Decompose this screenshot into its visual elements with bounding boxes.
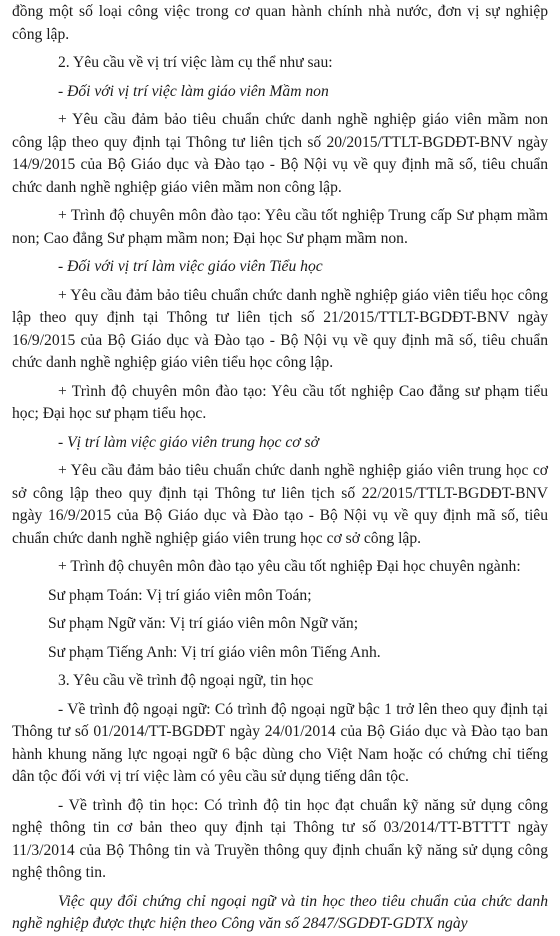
major-english: Sư phạm Tiếng Anh: Vị trí giáo viên môn Tiếng Anh. [48, 643, 381, 661]
paragraph-certificate-conversion: Việc quy đổi chứng chỉ ngoại ngữ và tin học theo tiêu chuẩn của chức danh nghề nghiệp được thực hiện theo Công văn số 2847/SGDĐT-GDTX ngày [12, 892, 548, 932]
paragraph-foreign-language: - Về trình độ ngoại ngữ: Có trình độ ngoại ngữ bậc 1 trở lên theo quy định tại Thông tư số 01/2014/TT-BGDĐT ngày 24/01/2014 của Bộ Giáo dục và Đào tạo ban hành khung năng lực ngoại ngữ 6 bậc dùng cho Việt Nam hoặc có chứng chỉ tiếng dân tộc đối với vị trí việc làm có yêu cầu sử dụng tiếng dân tộc. [12, 700, 548, 785]
section-2-heading: 2. Yêu cầu về vị trí việc làm cụ thể như sau: [58, 54, 333, 71]
paragraph-primary-qualification: + Trình độ chuyên môn đào tạo: Yêu cầu tốt nghiệp Cao đẳng sư phạm tiểu học; Đại học sư phạm tiểu học. [12, 382, 548, 422]
paragraph-secondary-qualification: + Trình độ chuyên môn đào tạo yêu cầu tốt nghiệp Đại học chuyên ngành: [58, 558, 521, 575]
subheading-secondary-teacher: - Vị trí làm việc giáo viên trung học cơ sở [58, 433, 319, 451]
section-3-heading: 3. Yêu cầu về trình độ ngoại ngữ, tin học [58, 672, 314, 689]
paragraph-it-skills: - Về trình độ tin học: Có trình độ tin học đạt chuẩn kỹ năng sử dụng công nghệ thông tin cơ bản theo quy định tại Thông tư số 03/2014/TT-BTTTT ngày 11/3/2014 của Bộ Thông tin và Truyền thông quy định chuẩn kỹ năng sử dụng công nghệ thông tin. [12, 796, 548, 881]
subheading-primary-teacher: - Đối với vị trí làm việc giáo viên Tiểu học [58, 258, 323, 275]
paragraph-secondary-standard: + Yêu cầu đảm bảo tiêu chuẩn chức danh nghề nghiệp giáo viên trung học cơ sở công lập theo quy định tại Thông tư liên tịch số 22/2015/TTLT-BGDĐT-BNV ngày 16/9/2015 của Bộ Giáo dục và Đào tạo - Bộ Nội vụ về quy định mã số, tiêu chuẩn chức danh nghề nghiệp giáo viên trung học cơ sở công lập. [12, 462, 548, 547]
subheading-preschool-teacher: - Đối với vị trí việc làm giáo viên Mầm non [58, 82, 329, 100]
paragraph-intro-continuation: đồng một số loại công việc trong cơ quan hành chính nhà nước, đơn vị sự nghiệp công lập. [12, 3, 548, 43]
paragraph-preschool-qualification: + Trình độ chuyên môn đào tạo: Yêu cầu tốt nghiệp Trung cấp Sư phạm mầm non; Cao đẳng Sư phạm mầm non; Đại học Sư phạm mầm non. [12, 207, 548, 247]
major-math: Sư phạm Toán: Vị trí giáo viên môn Toán; [48, 586, 312, 604]
paragraph-primary-standard: + Yêu cầu đảm bảo tiêu chuẩn chức danh nghề nghiệp giáo viên tiểu học công lập theo quy định tại Thông tư liên tịch số 21/2015/TTLT-BGDĐT-BNV ngày 16/9/2015 của Bộ Giáo dục và Đào tạo - Bộ Nội vụ về quy định mã số, tiêu chuẩn chức danh nghề nghiệp giáo viên tiểu học công lập. [12, 286, 548, 371]
major-literature: Sư phạm Ngữ văn: Vị trí giáo viên môn Ngữ văn; [48, 615, 359, 632]
paragraph-preschool-standard: + Yêu cầu đảm bảo tiêu chuẩn chức danh nghề nghiệp giáo viên mầm non công lập theo quy định tại Thông tư liên tịch số 20/2015/TTLT-BGDĐT-BNV ngày 14/9/2015 của Bộ Giáo dục và Đào tạo - Bộ Nội vụ về quy định mã số, tiêu chuẩn chức danh nghề nghiệp giáo viên mầm non công lập. [12, 111, 548, 196]
